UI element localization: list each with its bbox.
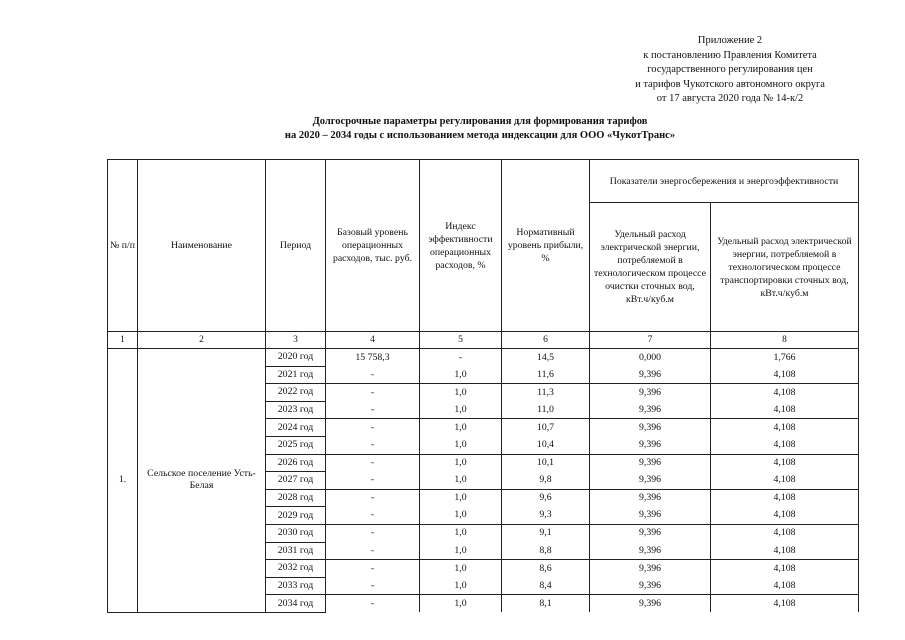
cell-period: 2028 год bbox=[266, 489, 326, 507]
table-body bbox=[108, 349, 859, 613]
header-number: № п/п bbox=[108, 160, 138, 332]
cell-energy-cleaning: 9,396 bbox=[590, 401, 711, 419]
cell-period: 2021 год bbox=[266, 366, 326, 384]
cell-entity-number: 1. bbox=[108, 349, 138, 613]
appendix-line: Приложение 2 bbox=[697, 35, 763, 46]
cell-profit-level: 11,0 bbox=[502, 401, 590, 419]
cell-base-opex: - bbox=[326, 419, 420, 437]
column-number: 4 bbox=[326, 332, 420, 349]
cell-base-opex: - bbox=[326, 384, 420, 402]
header-energy-group: Показатели энергосбережения и энергоэффективности bbox=[590, 160, 859, 203]
cell-period: 2026 год bbox=[266, 454, 326, 472]
cell-energy-transport: 4,108 bbox=[711, 595, 859, 613]
cell-energy-transport: 4,108 bbox=[711, 524, 859, 542]
table-row bbox=[108, 349, 859, 367]
cell-energy-transport: 4,108 bbox=[711, 542, 859, 560]
cell-energy-transport: 4,108 bbox=[711, 472, 859, 490]
column-number: 7 bbox=[590, 332, 711, 349]
cell-profit-level: 9,8 bbox=[502, 472, 590, 490]
cell-base-opex: - bbox=[326, 401, 420, 419]
cell-profit-level: 8,1 bbox=[502, 595, 590, 613]
cell-energy-cleaning: 0,000 bbox=[590, 349, 711, 367]
cell-energy-transport: 4,108 bbox=[711, 507, 859, 525]
cell-efficiency-index: - bbox=[420, 349, 502, 367]
cell-period: 2020 год bbox=[266, 349, 326, 367]
cell-energy-cleaning: 9,396 bbox=[590, 454, 711, 472]
cell-efficiency-index: 1,0 bbox=[420, 577, 502, 595]
header-name: Наименование bbox=[138, 160, 266, 332]
document-title bbox=[180, 115, 780, 143]
header-profit-level: Нормативный уровень прибыли, % bbox=[502, 160, 590, 332]
cell-energy-transport: 4,108 bbox=[711, 489, 859, 507]
cell-base-opex: - bbox=[326, 560, 420, 578]
cell-period: 2033 год bbox=[266, 577, 326, 595]
cell-base-opex: - bbox=[326, 542, 420, 560]
cell-base-opex: - bbox=[326, 472, 420, 490]
cell-period: 2034 год bbox=[266, 595, 326, 613]
cell-energy-cleaning: 9,396 bbox=[590, 384, 711, 402]
cell-energy-cleaning: 9,396 bbox=[590, 507, 711, 525]
cell-profit-level: 9,6 bbox=[502, 489, 590, 507]
column-number: 8 bbox=[711, 332, 859, 349]
cell-period: 2032 год bbox=[266, 560, 326, 578]
cell-energy-cleaning: 9,396 bbox=[590, 366, 711, 384]
cell-profit-level: 8,6 bbox=[502, 560, 590, 578]
appendix-line: и тарифов Чукотского автономного округа bbox=[635, 78, 825, 90]
cell-efficiency-index: 1,0 bbox=[420, 472, 502, 490]
cell-profit-level: 11,3 bbox=[502, 384, 590, 402]
appendix-line: государственного регулирования цен bbox=[647, 64, 813, 75]
appendix-line: к постановлению Правления Комитета bbox=[643, 49, 817, 61]
parameters-table bbox=[107, 159, 859, 613]
cell-energy-cleaning: 9,396 bbox=[590, 577, 711, 595]
cell-period: 2027 год bbox=[266, 472, 326, 490]
cell-efficiency-index: 1,0 bbox=[420, 454, 502, 472]
cell-energy-transport: 4,108 bbox=[711, 436, 859, 454]
column-number: 5 bbox=[420, 332, 502, 349]
cell-efficiency-index: 1,0 bbox=[420, 542, 502, 560]
cell-energy-transport: 4,108 bbox=[711, 384, 859, 402]
cell-efficiency-index: 1,0 bbox=[420, 384, 502, 402]
header-efficiency-index: Индекс эффективности операционных расходов, % bbox=[420, 160, 502, 332]
cell-base-opex: - bbox=[326, 524, 420, 542]
cell-profit-level: 8,4 bbox=[502, 577, 590, 595]
cell-energy-transport: 4,108 bbox=[711, 560, 859, 578]
column-number: 1 bbox=[108, 332, 138, 349]
cell-energy-cleaning: 9,396 bbox=[590, 472, 711, 490]
cell-energy-cleaning: 9,396 bbox=[590, 419, 711, 437]
cell-efficiency-index: 1,0 bbox=[420, 489, 502, 507]
cell-base-opex: - bbox=[326, 489, 420, 507]
cell-base-opex: - bbox=[326, 436, 420, 454]
cell-energy-transport: 4,108 bbox=[711, 454, 859, 472]
cell-base-opex: - bbox=[326, 507, 420, 525]
cell-profit-level: 8,8 bbox=[502, 542, 590, 560]
document-title-line-2: на 2020 – 2034 годы с использованием метода индексации для ООО «ЧукотТранс» bbox=[284, 130, 676, 141]
cell-efficiency-index: 1,0 bbox=[420, 401, 502, 419]
cell-energy-transport: 4,108 bbox=[711, 419, 859, 437]
cell-entity-name: Сельское поселение Усть-Белая bbox=[138, 349, 266, 613]
cell-energy-cleaning: 9,396 bbox=[590, 436, 711, 454]
header-base-opex: Базовый уровень операционных расходов, тыс. руб. bbox=[326, 160, 420, 332]
cell-profit-level: 10,7 bbox=[502, 419, 590, 437]
column-number: 6 bbox=[502, 332, 590, 349]
header-energy-transport: Удельный расход электрической энергии, потребляемой в технологическом процессе транспортировки сточных вод, кВт.ч/куб.м bbox=[711, 203, 859, 332]
cell-period: 2029 год bbox=[266, 507, 326, 525]
cell-profit-level: 9,1 bbox=[502, 524, 590, 542]
cell-period: 2023 год bbox=[266, 401, 326, 419]
cell-base-opex: - bbox=[326, 366, 420, 384]
cell-energy-transport: 4,108 bbox=[711, 366, 859, 384]
cell-profit-level: 9,3 bbox=[502, 507, 590, 525]
cell-profit-level: 10,1 bbox=[502, 454, 590, 472]
cell-base-opex: - bbox=[326, 577, 420, 595]
cell-efficiency-index: 1,0 bbox=[420, 366, 502, 384]
cell-period: 2031 год bbox=[266, 542, 326, 560]
cell-energy-transport: 4,108 bbox=[711, 577, 859, 595]
cell-energy-cleaning: 9,396 bbox=[590, 542, 711, 560]
header-energy-cleaning: Удельный расход электрической энергии, потребляемой в технологическом процессе очистки сточных вод, кВт.ч/куб.м bbox=[590, 203, 711, 332]
cell-energy-cleaning: 9,396 bbox=[590, 489, 711, 507]
appendix-header bbox=[560, 34, 900, 107]
cell-base-opex: - bbox=[326, 595, 420, 613]
cell-efficiency-index: 1,0 bbox=[420, 507, 502, 525]
header-period: Период bbox=[266, 160, 326, 332]
document-title-line-1: Долгосрочные параметры регулирования для формирования тарифов bbox=[312, 116, 648, 127]
cell-period: 2024 год bbox=[266, 419, 326, 437]
column-number: 3 bbox=[266, 332, 326, 349]
cell-efficiency-index: 1,0 bbox=[420, 560, 502, 578]
cell-energy-transport: 4,108 bbox=[711, 401, 859, 419]
cell-efficiency-index: 1,0 bbox=[420, 524, 502, 542]
cell-profit-level: 10,4 bbox=[502, 436, 590, 454]
cell-profit-level: 14,5 bbox=[502, 349, 590, 367]
cell-period: 2030 год bbox=[266, 524, 326, 542]
column-number: 2 bbox=[138, 332, 266, 349]
cell-base-opex: - bbox=[326, 454, 420, 472]
cell-energy-cleaning: 9,396 bbox=[590, 524, 711, 542]
cell-efficiency-index: 1,0 bbox=[420, 419, 502, 437]
cell-efficiency-index: 1,0 bbox=[420, 595, 502, 613]
cell-period: 2022 год bbox=[266, 384, 326, 402]
cell-profit-level: 11,6 bbox=[502, 366, 590, 384]
appendix-line: от 17 августа 2020 года № 14-к/2 bbox=[656, 93, 804, 104]
cell-period: 2025 год bbox=[266, 436, 326, 454]
cell-energy-cleaning: 9,396 bbox=[590, 595, 711, 613]
cell-energy-cleaning: 9,396 bbox=[590, 560, 711, 578]
cell-energy-transport: 1,766 bbox=[711, 349, 859, 367]
cell-efficiency-index: 1,0 bbox=[420, 436, 502, 454]
cell-base-opex: 15 758,3 bbox=[326, 349, 420, 367]
